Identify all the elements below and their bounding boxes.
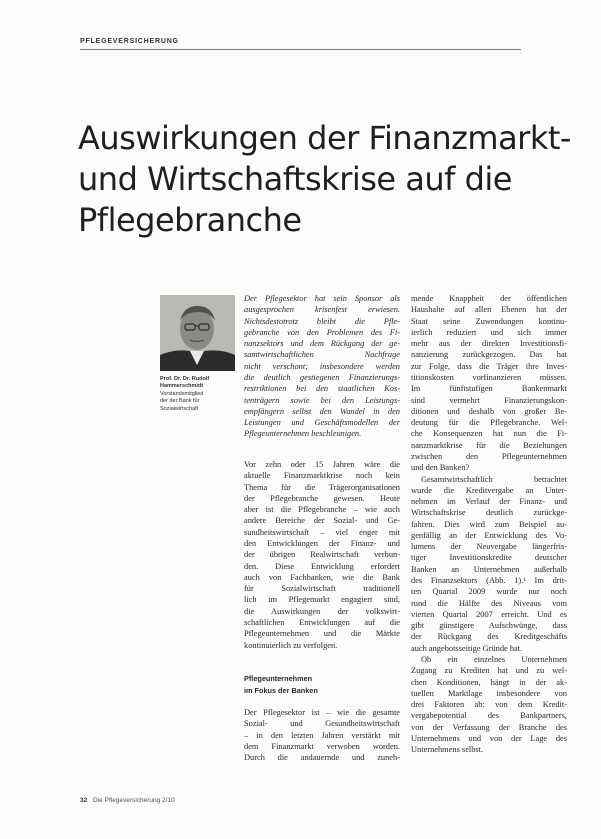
- section-label: PFLEGEVERSICHERUNG: [80, 38, 179, 45]
- body-line: ten Quartal 2009 wurde nur noch: [411, 587, 567, 597]
- body-line: mehr aus der direkten Investitionsfi-: [411, 339, 567, 349]
- body-line: ierlich reduziert und sich immer: [411, 327, 567, 337]
- lead-line: Der Pflegesektor hat sein Sponsor als: [244, 294, 400, 303]
- body-line: sundheitswirtschaft – viel enger mit: [244, 527, 400, 537]
- lead-line: gebranche von den Problemen des Fi-: [244, 327, 400, 337]
- body-line: nanzierung zurückgezogen. Das hat: [411, 350, 567, 360]
- body-line: Gesamtwirtschaftlich betrachtet: [421, 474, 567, 484]
- body-line: Banken an Unternehmen außerhalb: [411, 564, 567, 574]
- body-line: Sozial- und Gesundheitswirtschaft: [244, 719, 400, 729]
- body-line: vierten Quartal 2007 erreicht. Und es: [411, 609, 567, 619]
- body-line: genfällig an der Entwicklung des Vo-: [411, 530, 567, 540]
- body-line: der Pflegebranche gewesen. Heute: [244, 493, 400, 503]
- body-line: der übrigen Realwirtschaft verbun-: [244, 550, 400, 560]
- author-role: Sozialwirtschaft: [160, 405, 199, 412]
- body-line: Unternehmens und von der Lage des: [411, 733, 567, 743]
- author-photo: [160, 295, 235, 371]
- body-line: Der Pflegesektor ist – wie die gesamte: [244, 708, 400, 718]
- author-role: der der Bank für: [160, 398, 200, 405]
- lead-paragraph: [244, 293, 400, 440]
- body-line: gibt günstigere Aufschwünge, dass: [411, 621, 567, 631]
- lead-line: ausgesprochen krisenfest erwiesen.: [244, 305, 400, 315]
- body-line: Durch die andauernde und zuneh-: [244, 753, 400, 763]
- lead-line: empfängern selbst den Wandel in den: [244, 406, 400, 416]
- body-line: Zugang zu Krediten hat und zu wel-: [411, 666, 567, 676]
- body-line: aktuelle Finanzmarktkrise noch kein: [244, 471, 400, 481]
- body-line: Ob ein einzelnes Unternehmen: [421, 655, 567, 664]
- journal-name: Die Pflegeversicherung 2/10: [93, 797, 175, 804]
- body-line: dem Finanzmarkt verwoben worden.: [244, 741, 400, 751]
- body-column-2: [411, 293, 567, 756]
- body-line: aber ist die Pflegebranche – wie auch: [244, 505, 400, 515]
- body-line: zur Folge, dass die Träger ihre Inves-: [411, 361, 567, 371]
- body-line: sind vermehrt Finanzierungskon-: [411, 395, 567, 405]
- article-title: [78, 118, 571, 241]
- page-number: 32: [80, 797, 88, 804]
- body-line: titionskosten vorfinanzieren müssen.: [411, 372, 567, 382]
- title-line: und Wirtschaftskrise auf die: [78, 160, 512, 198]
- body-line: und den Banken?: [411, 463, 470, 473]
- body-line: Haushalte auf allen Ebenen hat der: [411, 305, 567, 315]
- body-line: Unternehmens selbst.: [411, 745, 484, 755]
- lead-line: Pflegeunternehmen beschleunigen.: [244, 429, 362, 439]
- body-line: des Finanzsektors (Abb. 1).¹ Im drit-: [411, 576, 567, 586]
- body-line: auch von Fachbanken, wie die Bank: [244, 572, 400, 582]
- lead-line: samtwirtschaftlichen Nachfrage: [244, 350, 400, 360]
- body-line: ditionen und deshalb von großer Be-: [411, 406, 567, 416]
- body-line: die Auswirkungen der volkswirt-: [244, 606, 400, 616]
- lead-line: restriktionen bei den staatlichen Kos-: [244, 384, 400, 394]
- subheading: im Fokus der Banken: [244, 685, 318, 695]
- body-line: den Entwicklungen der Finanz- und: [244, 538, 400, 548]
- body-line: che Konsequenzen hat nun die Fi-: [411, 429, 567, 439]
- body-line: kontinuierlich zu verfolgen.: [244, 640, 338, 650]
- lead-line: nicht verschont; insbesondere werden: [244, 361, 400, 371]
- body-line: Wirtschaftskrise deutlich zurückge-: [411, 508, 567, 518]
- title-line: Auswirkungen der Finanzmarkt-: [78, 119, 571, 157]
- body-line: für Sozialwirtschaft traditionell: [244, 584, 400, 594]
- body-line: vergabepotential des Bankpartners,: [411, 711, 567, 721]
- body-line: tiger Investitionskredite deutscher: [411, 553, 567, 563]
- body-line: von der Verfassung der Branche des: [411, 722, 567, 732]
- body-line: mende Knappheit der öffentlichen: [411, 294, 567, 303]
- body-line: auch angebotsseitige Gründe hat.: [411, 643, 523, 653]
- author-name: Prof. Dr. Dr. Rudolf: [160, 376, 210, 382]
- page-footer: [80, 797, 175, 804]
- body-line: lumens der Neuvergabe längerfris-: [411, 542, 567, 552]
- body-line: den. Diese Entwicklung erfordert: [244, 561, 400, 571]
- body-line: chen Konditionen, hängt in der ak-: [411, 677, 567, 687]
- body-column-1: [244, 459, 400, 764]
- body-line: andere Bereiche der Sozial- und Ge-: [244, 516, 400, 526]
- body-line: Pflegeunternehmen und die Märkte: [244, 629, 400, 639]
- body-line: fahren. Dies wird zum Beispiel au-: [411, 519, 567, 529]
- section-rule: [80, 49, 521, 50]
- subheading: Pflegeunternehmen: [244, 674, 313, 684]
- body-line: lich im Pflegemarkt engagiert sind,: [244, 595, 400, 605]
- body-line: Im fünftstufigen Bankenmarkt: [411, 384, 567, 394]
- lead-line: Leistungen und Geschäftsmodellen der: [244, 418, 400, 428]
- body-line: nanzmarktkrise für die Beziehungen: [411, 440, 567, 450]
- body-line: zwischen den Pflegeunternehmen: [411, 451, 567, 461]
- body-line: tuellen Marktlage insbesondere von: [411, 688, 567, 698]
- lead-line: nanzsektors und dem Rückgang der ge-: [244, 339, 400, 349]
- title-line: Pflegebranche: [78, 201, 302, 239]
- lead-line: die deutlich gestiegenen Finanzierungs-: [244, 372, 400, 382]
- body-line: deutung für die Pflegebranche. Wel-: [411, 418, 567, 428]
- body-line: drei Faktoren ab: von dem Kredit-: [411, 700, 567, 710]
- body-line: Vor zehn oder 15 Jahren wäre die: [244, 460, 400, 469]
- author-name: Hammerschmidt: [160, 383, 204, 390]
- body-line: – in den letzten Jahren verstärkt mit: [244, 730, 400, 740]
- body-line: Staat seine Zuwendungen kontinu-: [411, 316, 567, 326]
- body-line: Thema für die Trägerorganisationen: [244, 482, 400, 492]
- lead-line: tenträgern sowie bei den Leistungs-: [244, 395, 400, 405]
- body-line: nehmen im Verlauf der Finanz- und: [411, 497, 567, 507]
- body-line: der Rückgang des Kreditgeschäfts: [411, 632, 567, 642]
- author-caption: [160, 376, 236, 413]
- body-line: wurde die Kreditvergabe an Unter-: [411, 485, 567, 495]
- body-line: schaftlichen Entwicklungen auf die: [244, 617, 400, 627]
- author-role: Vorstandsmitglied: [160, 390, 204, 397]
- body-line: rund die Hälfte des Niveaus vom: [411, 598, 567, 608]
- lead-line: Nichtsdestotrotz bleibt die Pfle-: [244, 316, 400, 326]
